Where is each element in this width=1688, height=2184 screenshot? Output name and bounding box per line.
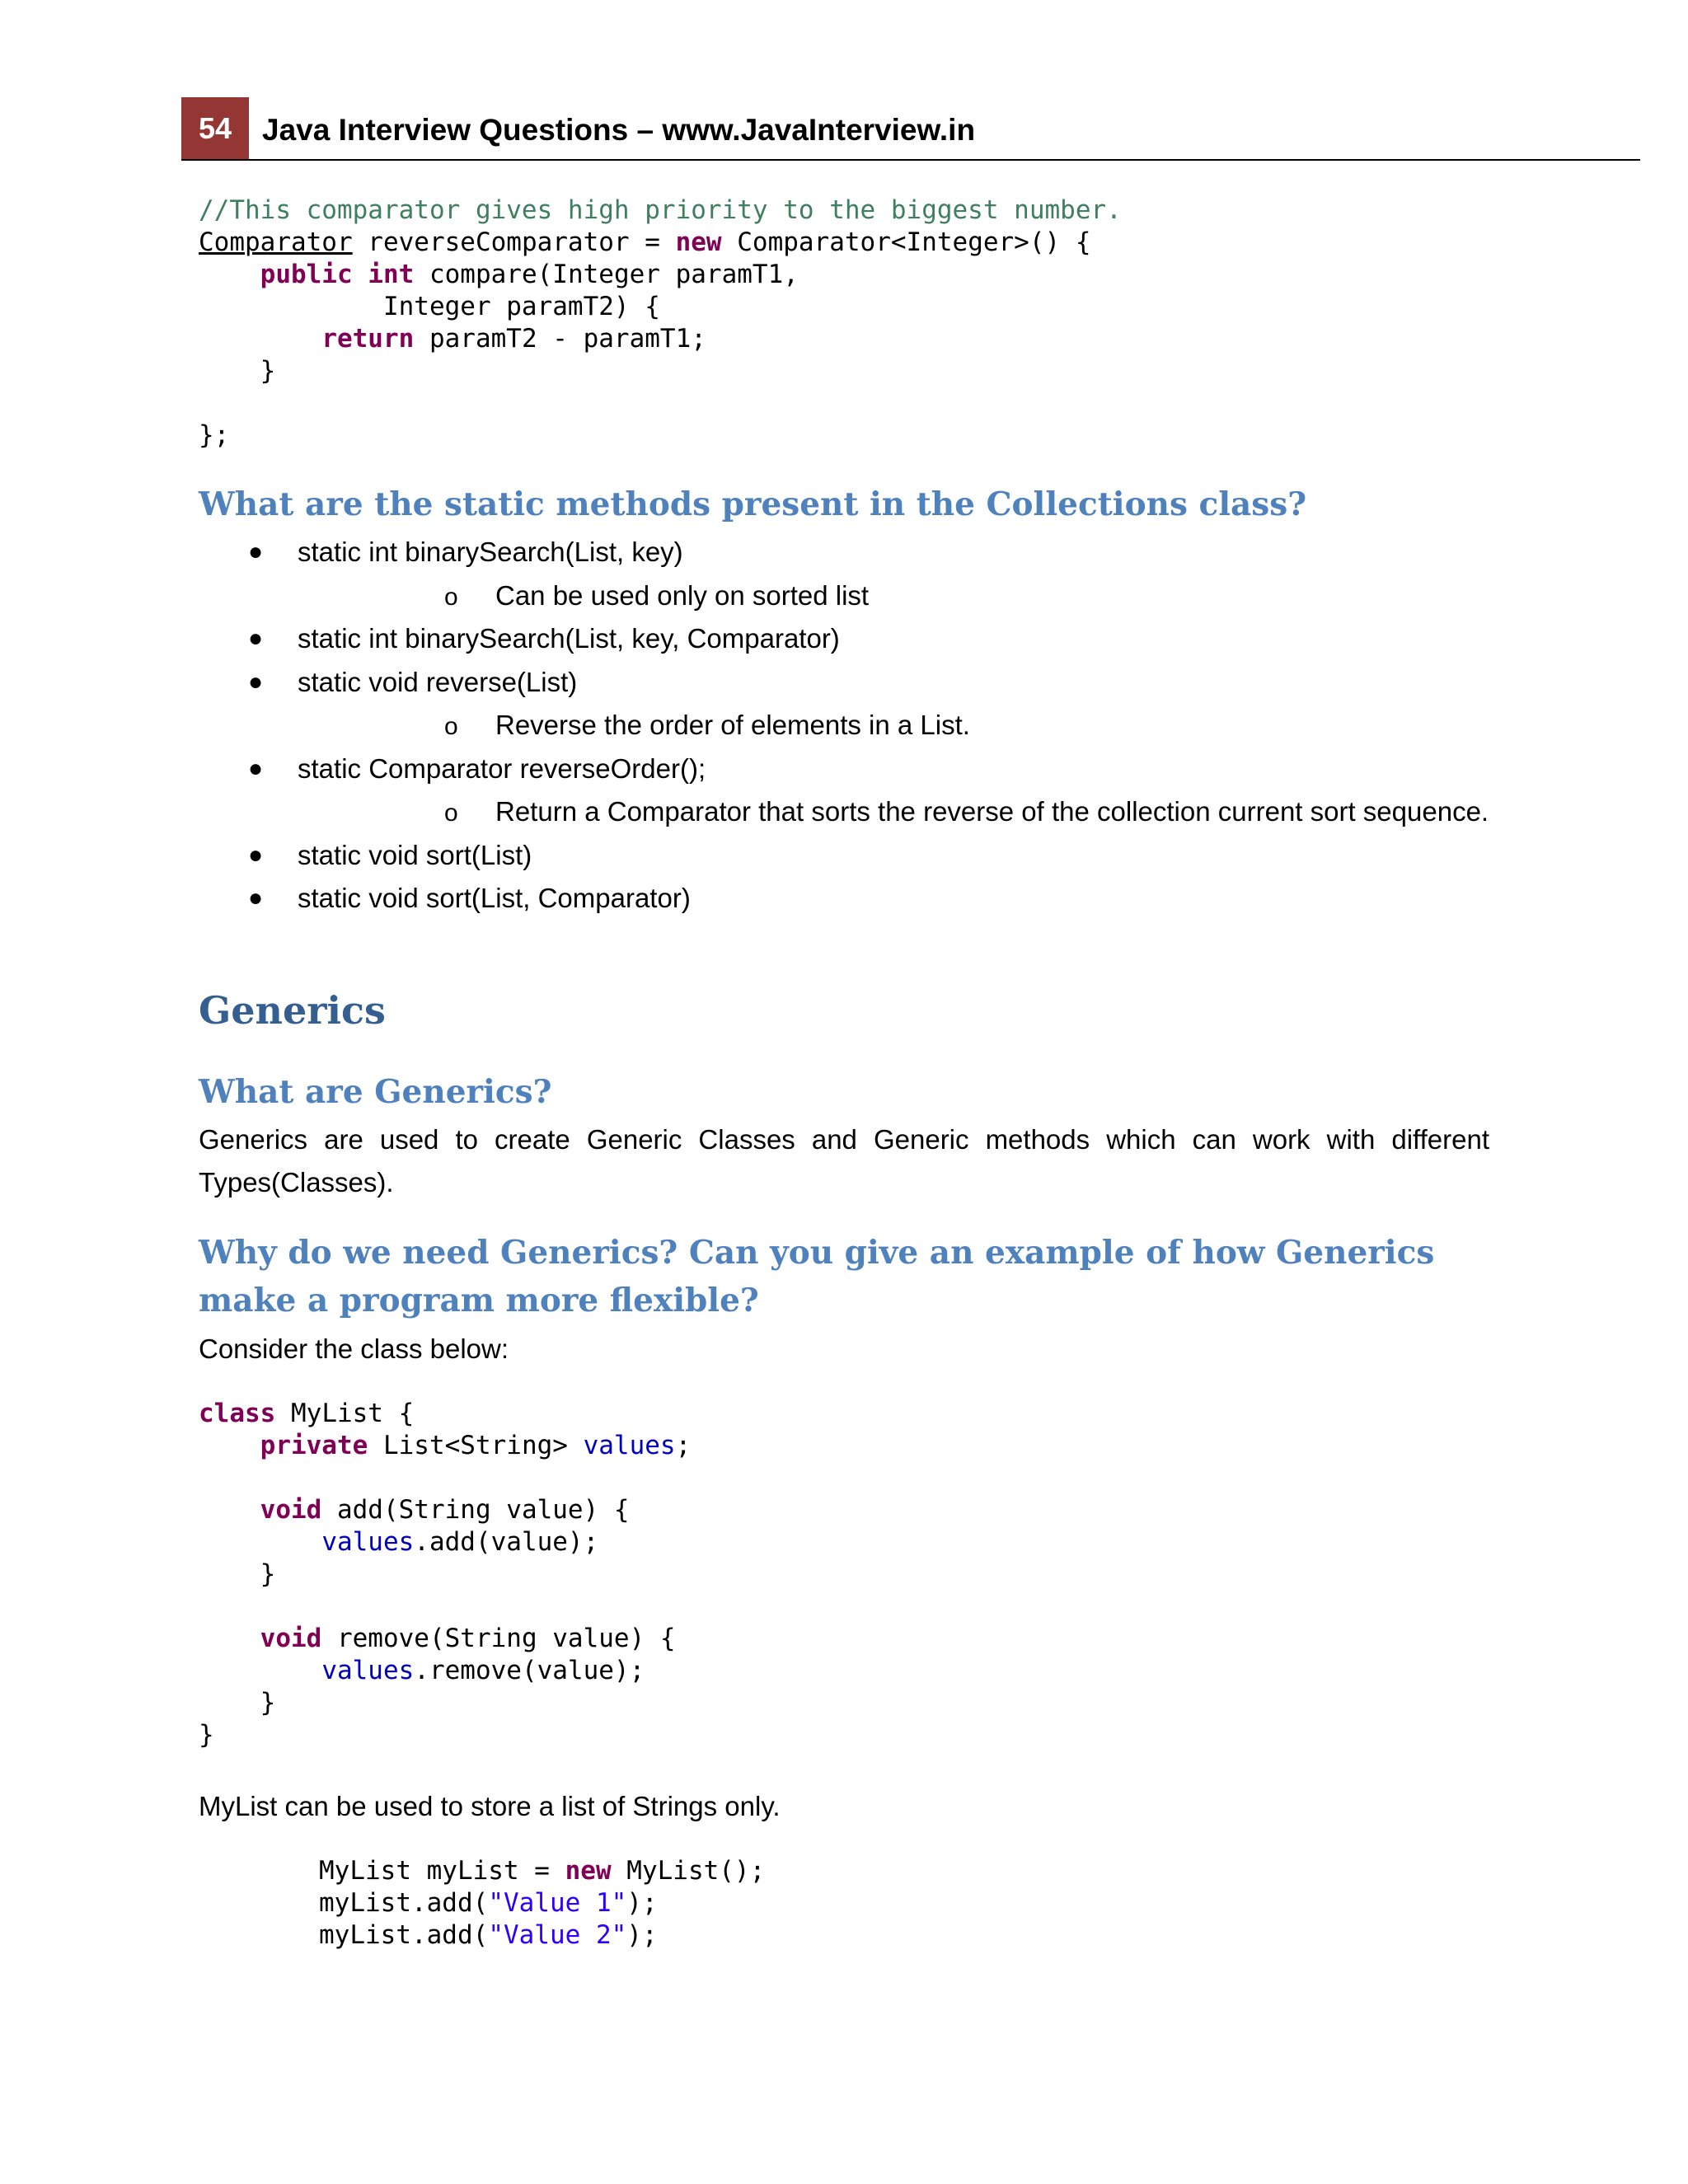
code-block-mylist bbox=[199, 1398, 691, 1751]
code-block-comparator bbox=[199, 194, 1122, 452]
code-line: public int compare(Integer paramT1, bbox=[260, 260, 799, 289]
consider-class-text: Consider the class below: bbox=[199, 1333, 509, 1364]
sub-list-item-text: Reverse the order of elements in a List. bbox=[495, 710, 970, 740]
bullet-icon: ● bbox=[248, 884, 264, 912]
code-line: }; bbox=[199, 420, 230, 450]
bullet-icon: ● bbox=[248, 625, 264, 652]
heading-what-are-generics: What are Generics? bbox=[199, 1073, 552, 1111]
list-item bbox=[199, 748, 1649, 834]
code-line: myList.add("Value 1"); bbox=[319, 1888, 658, 1918]
list-item-text: static void reverse(List) bbox=[298, 666, 578, 697]
list-item-text: static int binarySearch(List, key) bbox=[298, 537, 683, 567]
bullet-icon: ● bbox=[248, 754, 264, 782]
code-line: } bbox=[199, 1720, 214, 1750]
page-number: 54 bbox=[181, 97, 249, 160]
sub-list-item bbox=[298, 574, 1649, 618]
list-item-text: static void sort(List, Comparator) bbox=[298, 883, 691, 913]
code-line bbox=[199, 387, 1122, 419]
code-line: } bbox=[199, 356, 276, 386]
generics-definition: Generics are used to create Generic Classes and Generic methods which can work with different Types(Classes). bbox=[199, 1124, 1489, 1197]
list-item-text: static Comparator reverseOrder(); bbox=[298, 752, 706, 784]
code-line: void remove(String value) { bbox=[260, 1624, 676, 1653]
code-line: Integer paramT2) { bbox=[199, 292, 660, 321]
static-methods-list bbox=[199, 531, 1649, 921]
code-line: return paramT2 - paramT1; bbox=[321, 324, 706, 354]
code-line: MyList myList = new MyList(); bbox=[319, 1856, 766, 1886]
circle-bullet-icon: o bbox=[444, 583, 458, 611]
mylist-note: MyList can be used to store a list of Strings only. bbox=[199, 1791, 781, 1821]
list-item-text: static void sort(List) bbox=[298, 839, 532, 870]
sub-list-item bbox=[298, 704, 1649, 748]
list-item bbox=[199, 834, 1649, 878]
list-item bbox=[199, 617, 1649, 661]
sub-list-item bbox=[298, 790, 1649, 834]
code-line bbox=[199, 1591, 691, 1623]
sub-list-item-text: Return a Comparator that sorts the reverse of the collection current sort sequence. bbox=[495, 796, 1489, 827]
section-title-generics: Generics bbox=[199, 988, 386, 1033]
bullet-icon: ● bbox=[248, 668, 264, 696]
code-line: myList.add("Value 2"); bbox=[319, 1920, 658, 1950]
header-rule bbox=[181, 159, 1640, 161]
code-block-usage bbox=[319, 1855, 765, 1952]
code-line: values.add(value); bbox=[321, 1527, 599, 1557]
running-header-title: Java Interview Questions – www.JavaInterview.in bbox=[262, 113, 976, 147]
circle-bullet-icon: o bbox=[444, 713, 458, 740]
bullet-icon: ● bbox=[248, 538, 264, 565]
code-line: } bbox=[199, 1559, 276, 1589]
circle-bullet-icon: o bbox=[444, 799, 458, 827]
code-line: void add(String value) { bbox=[260, 1495, 630, 1525]
list-item bbox=[199, 877, 1649, 921]
heading-why-generics: Why do we need Generics? Can you give an example of how Generics make a program more flexible? bbox=[199, 1234, 1435, 1319]
list-item-text: static int binarySearch(List, key, Comparator) bbox=[298, 623, 840, 654]
code-line: values.remove(value); bbox=[321, 1656, 645, 1685]
sub-list-item-text: Can be used only on sorted list bbox=[495, 579, 870, 611]
list-item bbox=[199, 661, 1649, 748]
code-line: class MyList { bbox=[199, 1399, 415, 1428]
code-line bbox=[199, 1462, 691, 1494]
bullet-icon: ● bbox=[248, 841, 264, 869]
code-line: private List<String> values; bbox=[260, 1431, 692, 1460]
list-item bbox=[199, 531, 1649, 617]
heading-collections-static-methods: What are the static methods present in the Collections class? bbox=[199, 485, 1307, 523]
code-line: } bbox=[199, 1688, 276, 1718]
code-line: Comparator reverseComparator = new Comparator<Integer>() { bbox=[199, 227, 1091, 257]
code-line: //This comparator gives high priority to the biggest number. bbox=[199, 195, 1122, 225]
